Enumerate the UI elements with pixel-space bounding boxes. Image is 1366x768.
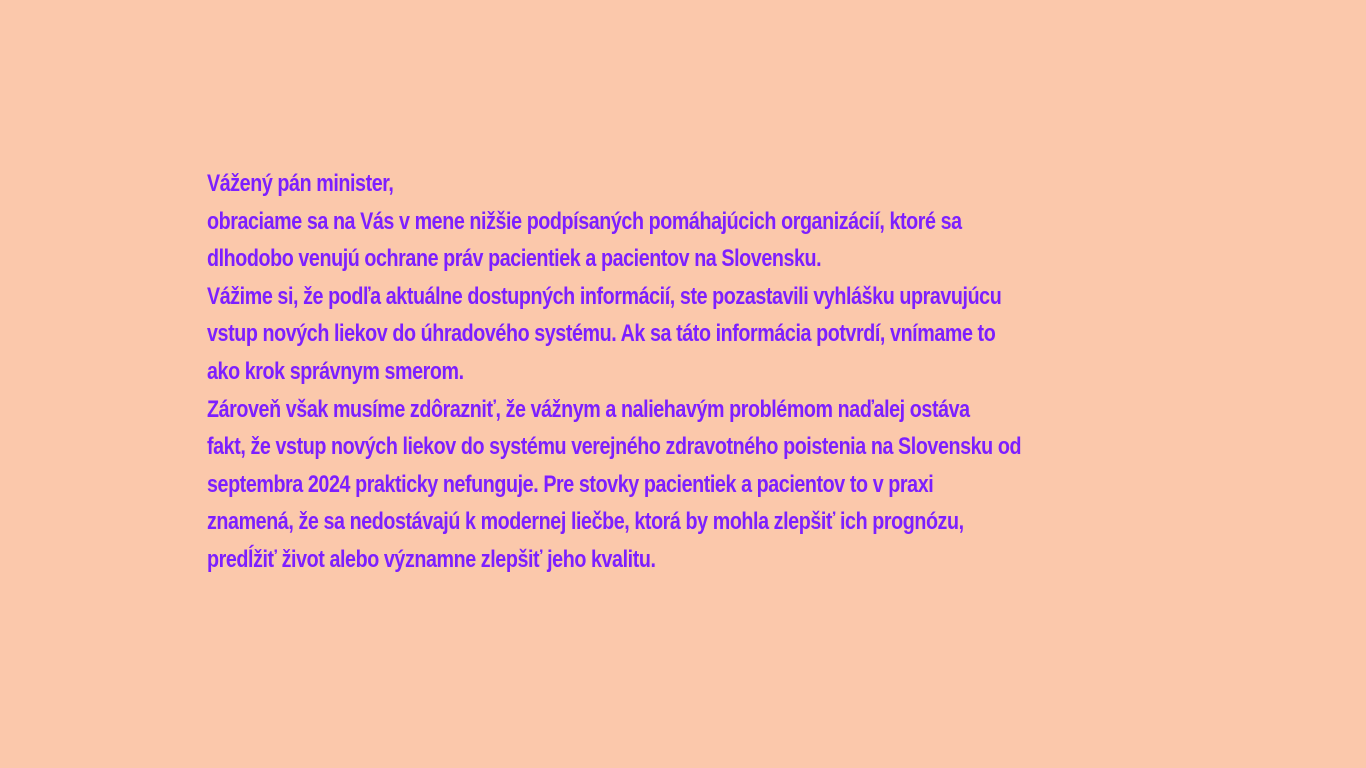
- text-line: Vážime si, že podľa aktuálne dostupných informácií, ste pozastavili vyhlášku upravujúcu: [207, 282, 1002, 310]
- text-line: dlhodobo venujú ochrane práv pacientiek a pacientov na Slovensku.: [207, 245, 822, 273]
- text-line: fakt, že vstup nových liekov do systému verejného zdravotného poistenia na Slovensku od: [207, 433, 1022, 461]
- text-line: predĺžiť život alebo významne zlepšiť jeho kvalitu.: [207, 545, 656, 573]
- text-line: ako krok správnym smerom.: [207, 357, 464, 385]
- text-line: znamená, že sa nedostávajú k modernej liečbe, ktorá by mohla zlepšiť ich prognózu,: [207, 508, 964, 536]
- text-line: vstup nových liekov do úhradového systému. Ak sa táto informácia potvrdí, vnímame to: [207, 320, 996, 348]
- text-line: septembra 2024 prakticky nefunguje. Pre stovky pacientiek a pacientov to v praxi: [207, 470, 934, 498]
- text-line: Zároveň však musíme zdôrazniť, že vážnym a naliehavým problémom naďalej ostáva: [207, 395, 970, 423]
- salutation: Vážený pán minister,: [207, 170, 394, 197]
- text-line: obraciame sa na Vás v mene nižšie podpísaných pomáhajúcich organizácií, ktoré sa: [207, 207, 962, 235]
- letter-body: [207, 165, 1027, 579]
